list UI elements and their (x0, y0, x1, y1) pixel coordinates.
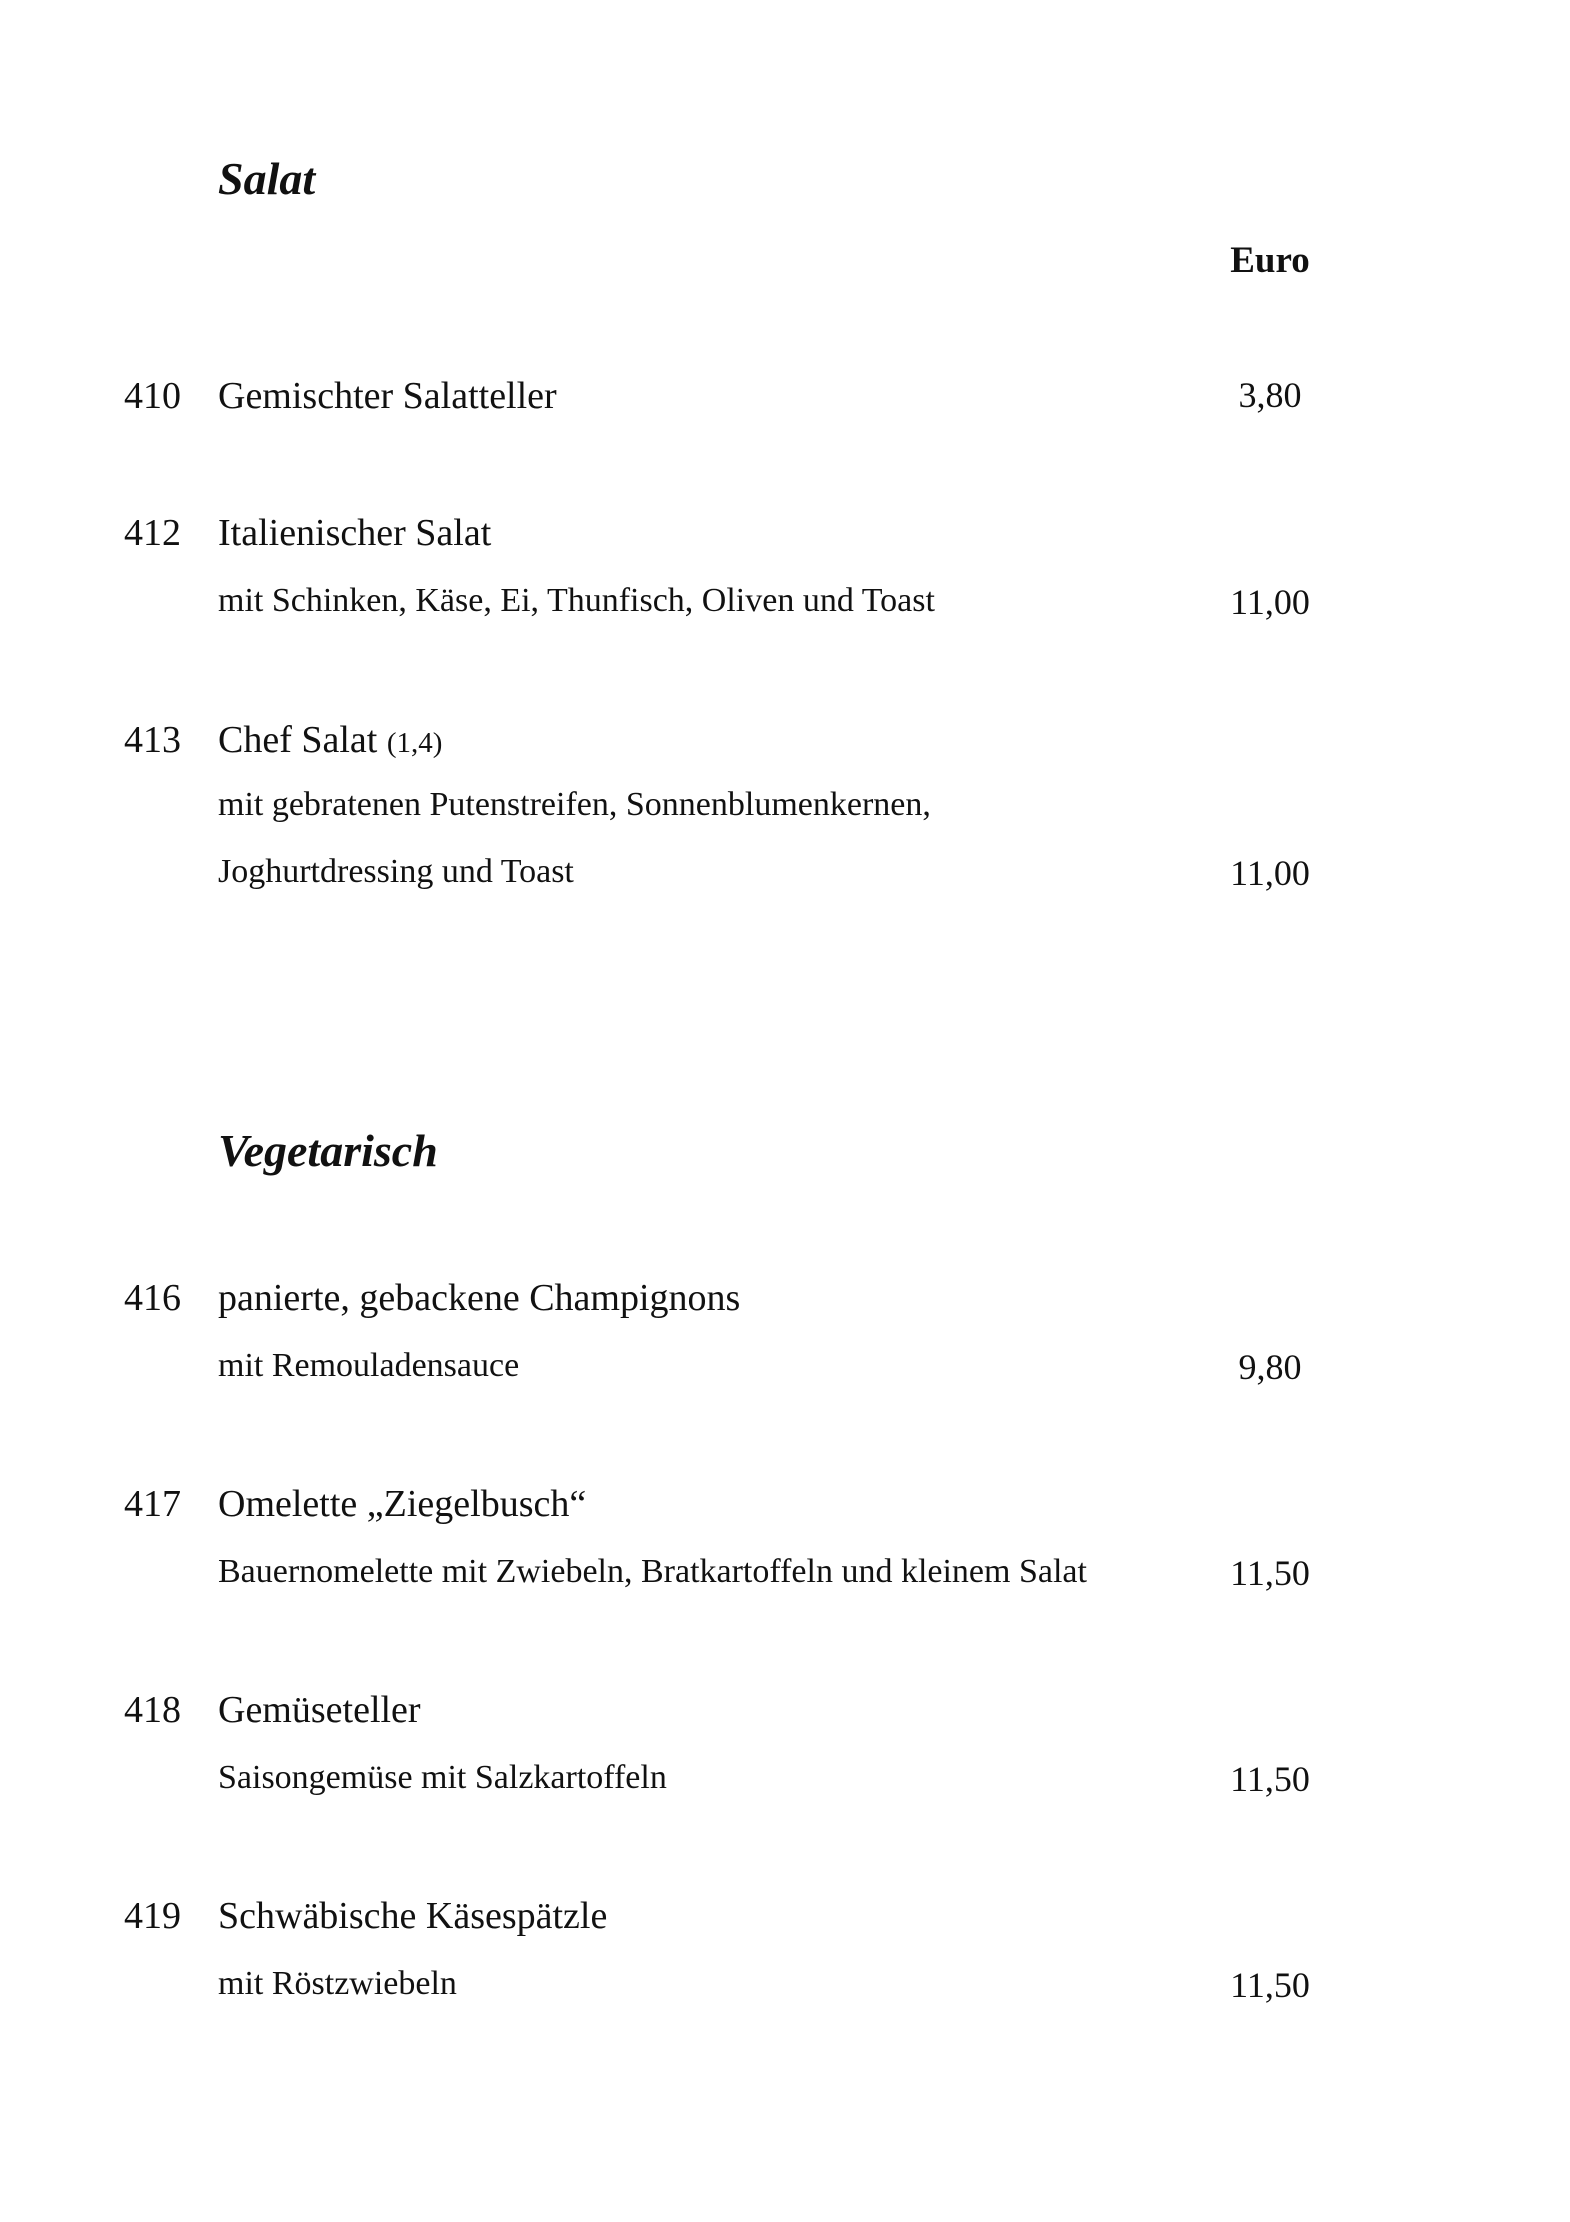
item-number: 416 (124, 1277, 181, 1319)
item-name: Schwäbische Käsespätzle (218, 1895, 608, 1937)
item-number: 418 (124, 1689, 181, 1731)
item-number: 419 (124, 1895, 181, 1937)
item-allergens: (1,4) (386, 727, 443, 759)
item-description: mit gebratenen Putenstreifen, Sonnenblumenkernen, (218, 786, 931, 823)
item-name: Chef Salat (218, 719, 378, 761)
item-name-line (218, 721, 442, 759)
item-price: 9,80 (1238, 1347, 1302, 1387)
item-name: Gemischter Salatteller (218, 375, 557, 417)
section-title-salat: Salat (218, 153, 316, 204)
item-number: 413 (124, 719, 181, 761)
item-price: 3,80 (1238, 375, 1302, 415)
item-name: Omelette „Ziegelbusch“ (218, 1483, 587, 1525)
item-name: Italienischer Salat (218, 512, 492, 554)
item-number: 412 (124, 512, 181, 554)
item-name: Gemüseteller (218, 1689, 421, 1731)
item-price: 11,50 (1230, 1965, 1310, 2005)
item-description: mit Remouladensauce (218, 1347, 520, 1384)
item-description: Saisongemüse mit Salzkartoffeln (218, 1759, 667, 1796)
item-price: 11,00 (1230, 853, 1310, 893)
section-title-vegetarisch: Vegetarisch (218, 1125, 438, 1176)
price-column-header: Euro (1230, 240, 1310, 281)
item-number: 410 (124, 375, 181, 417)
item-description: Bauernomelette mit Zwiebeln, Bratkartoffeln und kleinem Salat (218, 1553, 1087, 1590)
item-description: mit Röstzwiebeln (218, 1965, 457, 2002)
item-name: panierte, gebackene Champignons (218, 1277, 741, 1319)
item-price: 11,50 (1230, 1553, 1310, 1593)
item-description: mit Schinken, Käse, Ei, Thunfisch, Oliven und Toast (218, 582, 935, 619)
item-price: 11,00 (1230, 582, 1310, 622)
item-description: Joghurtdressing und Toast (218, 853, 574, 890)
item-price: 11,50 (1230, 1759, 1310, 1799)
item-number: 417 (124, 1483, 181, 1525)
